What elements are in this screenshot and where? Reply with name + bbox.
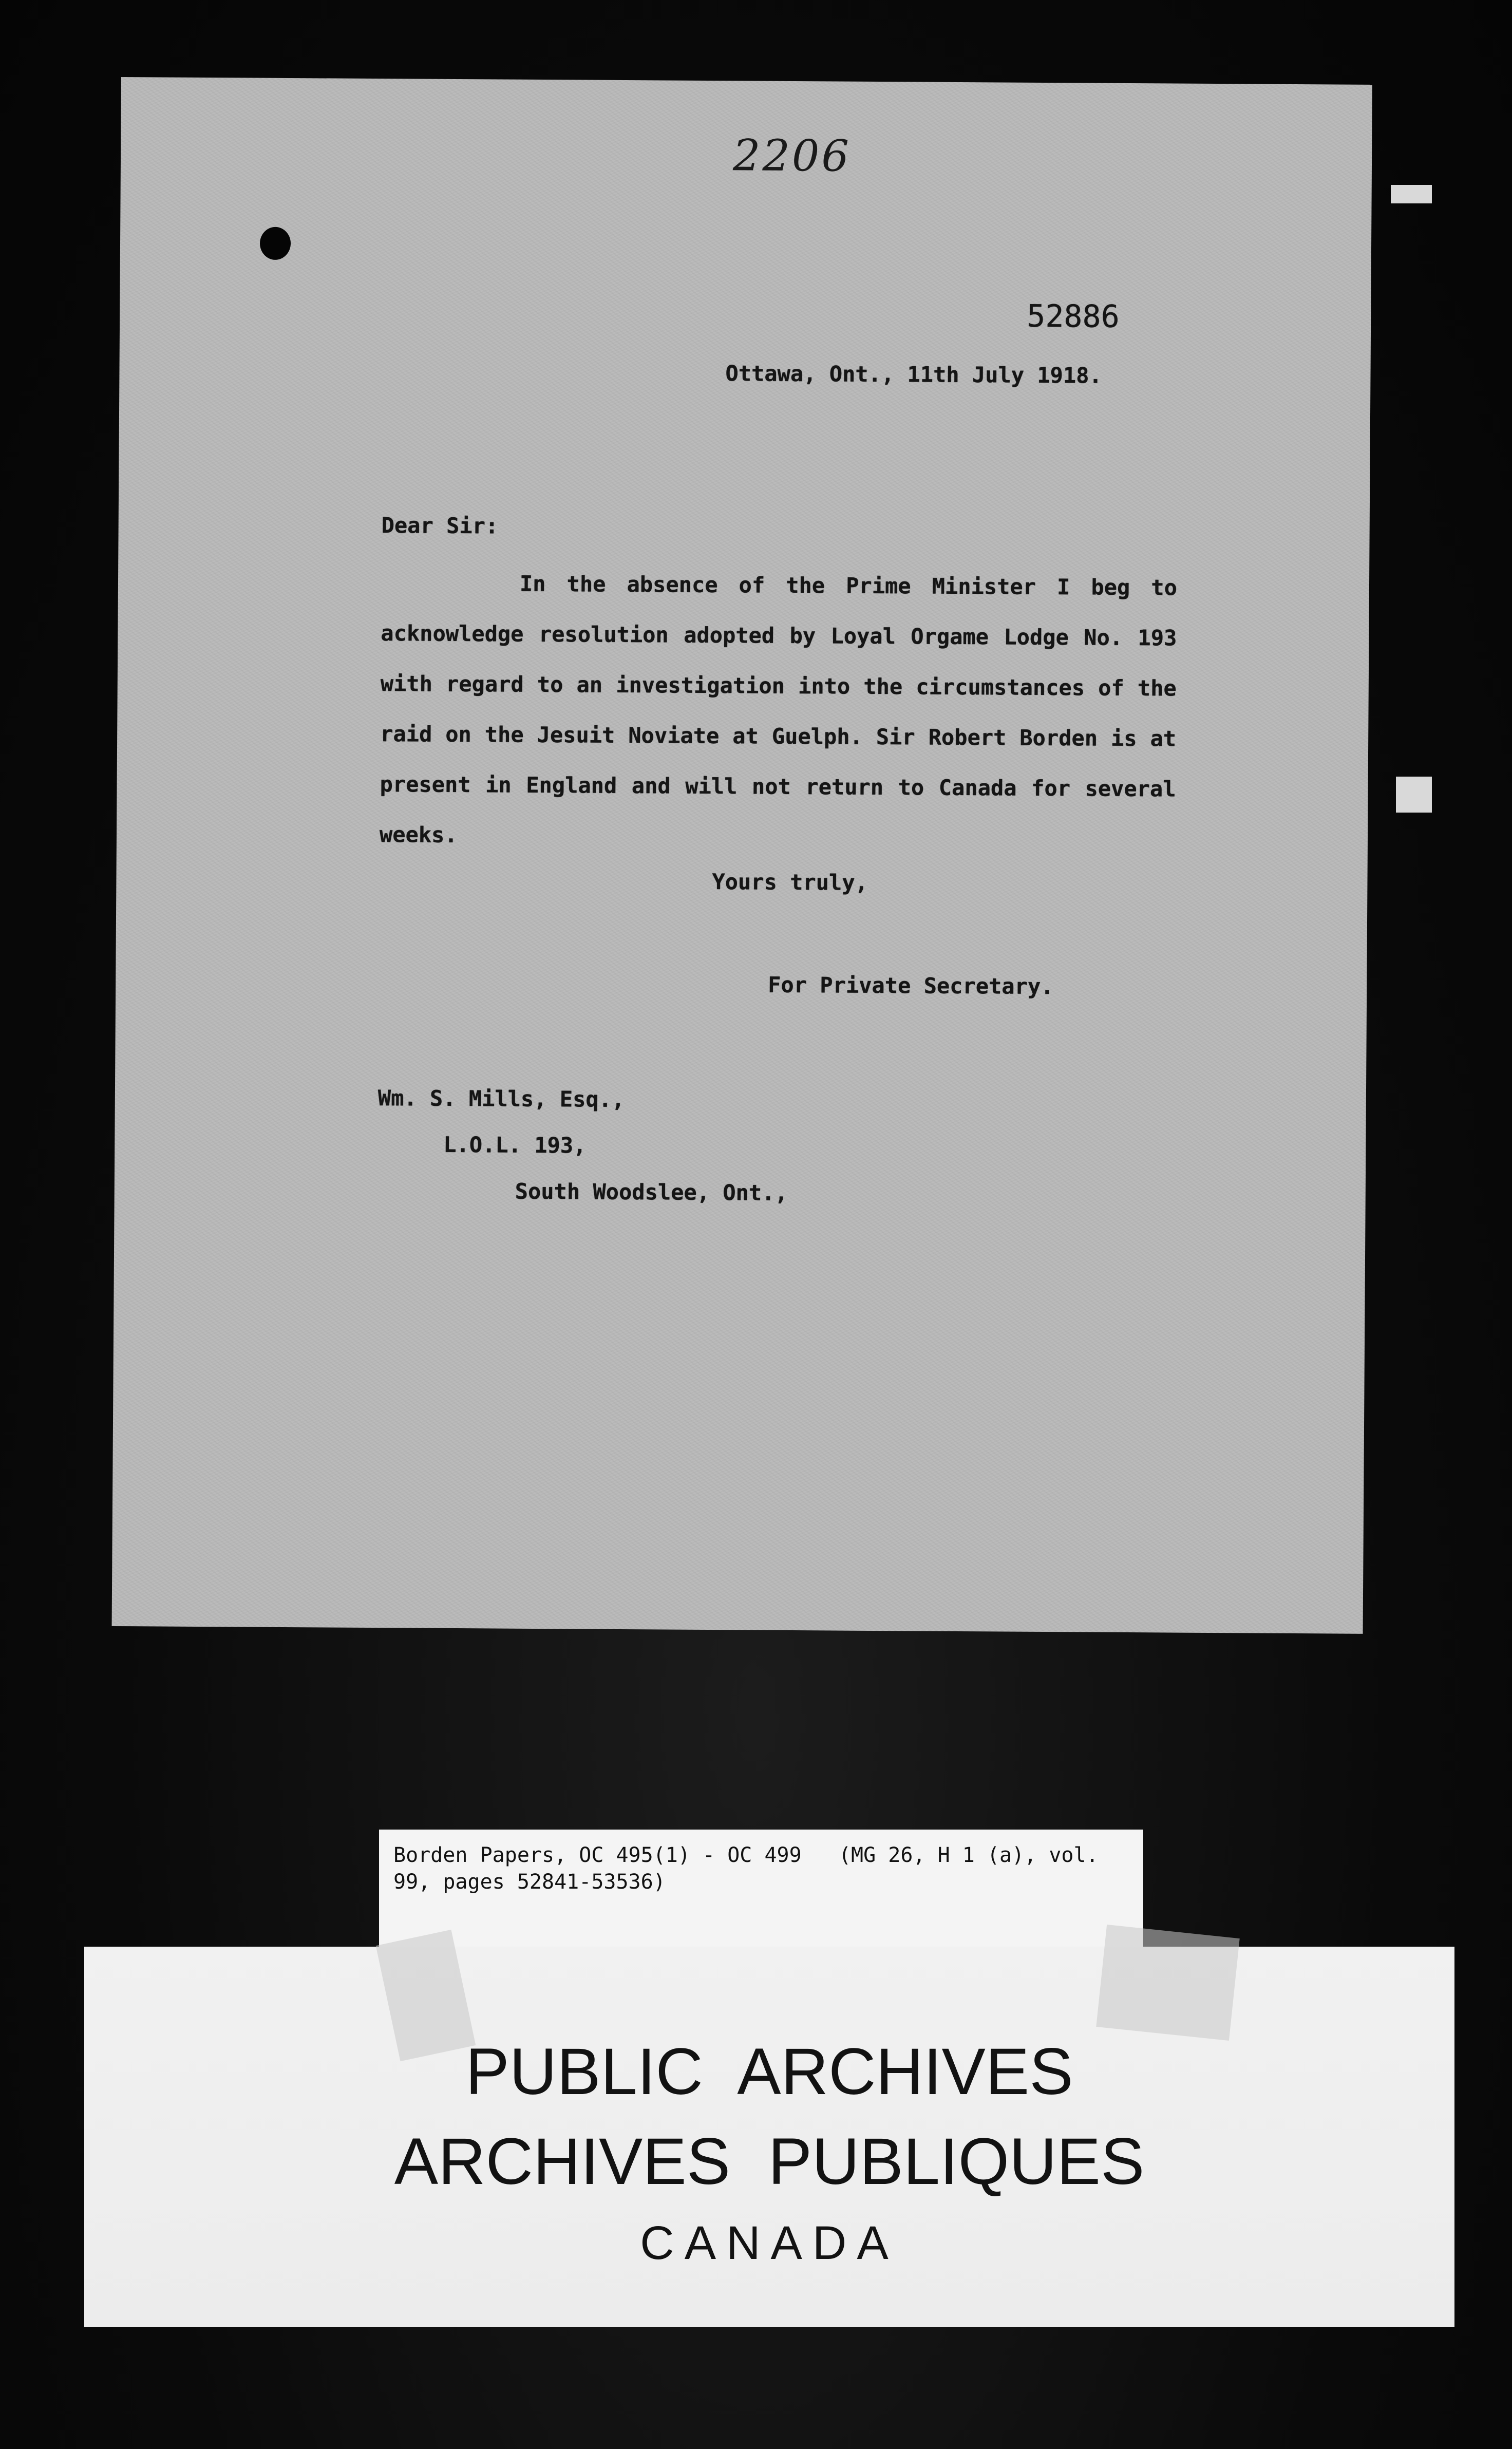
reference-label <box>379 1830 1143 1953</box>
archives-title-french: ARCHIVES PUBLIQUES <box>394 2125 1145 2198</box>
tape-mark <box>1096 1925 1239 2041</box>
date-line: Ottawa, Ont., 11th July 1918. <box>725 361 1102 388</box>
reference-line-2: 99, pages 52841-53536) <box>393 1870 666 1894</box>
letter-page <box>112 77 1372 1634</box>
salutation: Dear Sir: <box>381 513 499 539</box>
hole-punch <box>260 227 291 260</box>
page-number: 52886 <box>1026 298 1120 335</box>
archives-country: CANADA <box>640 2217 899 2269</box>
address-line-town: South Woodslee, Ont., <box>515 1178 788 1205</box>
letter-body: In the absence of the Prime Minister I beg to acknowledge resolution adopted by Loyal Orgame Lodge No. 193 with regard to an investigation into the circumstances of the raid on the Jesuit Noviate at Guelph. Sir Robert Borden is at present in England and will not return to Canada for several weeks. <box>379 571 1178 848</box>
closing: Yours truly, <box>712 869 868 895</box>
reference-line-1: Borden Papers, OC 495(1) - OC 499 (MG 26, H 1 (a), vol. <box>393 1843 1099 1867</box>
address-line-name: Wm. S. Mills, Esq., <box>377 1085 625 1113</box>
handwritten-number: 2206 <box>732 130 852 181</box>
address-line-lodge: L.O.L. 193, <box>443 1132 587 1158</box>
archives-title-english: PUBLIC ARCHIVES <box>465 2035 1073 2108</box>
signature-line: For Private Secretary. <box>768 972 1054 1000</box>
film-edge-mark <box>1391 185 1432 203</box>
archives-label <box>84 1947 1454 2327</box>
film-edge-mark <box>1396 777 1432 813</box>
